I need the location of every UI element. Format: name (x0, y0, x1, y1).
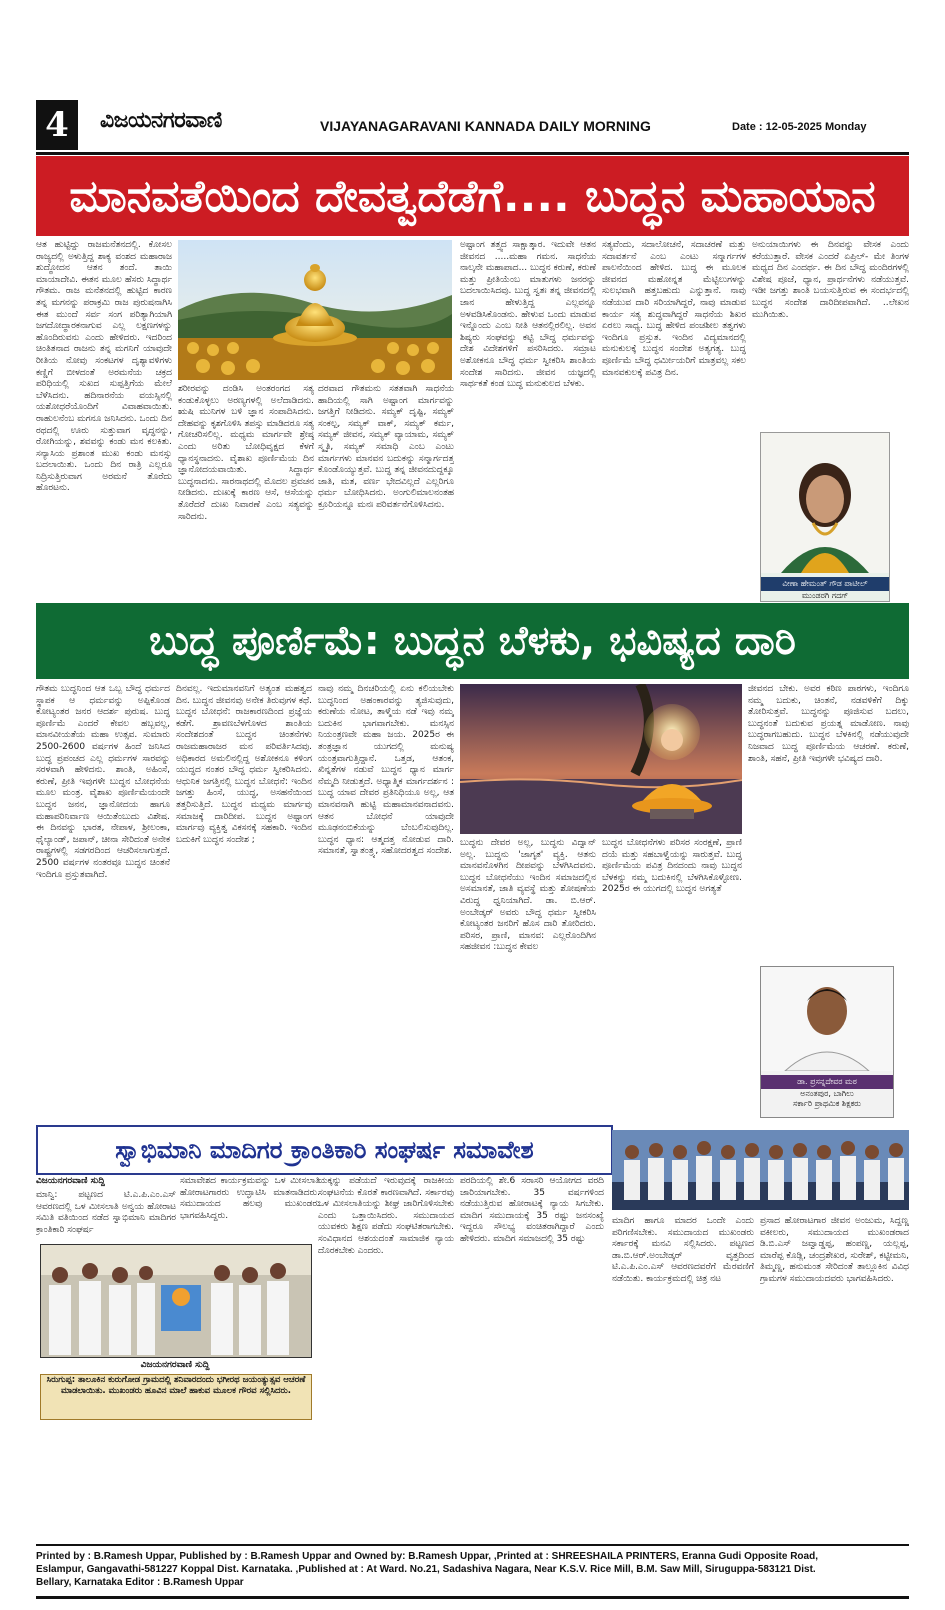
event-group-photo (612, 1130, 909, 1210)
article1-column-6: ಅನುಯಾಯಿಗಳು ಈ ದಿನವನ್ನು ವೇಸಕ ಎಂದು ಕರೆಯುತ್ತಾರೆ. ವೇಸಕ ಎಂದರೆ ಏಪ್ರಿಲ್- ಮೇ ತಿಂಗಳ ಮಧ್ಯದ ದಿನ ಎಂದರ್ಥ. ಈ ದಿನ ಬೌದ್ಧ ಮಂದಿರಗಳಲ್ಲಿ ವಿಶೇಷ ಪೂಜೆ, ಧ್ಯಾನ, ಪ್ರಾರ್ಥನೆಗಳು ನಡೆಯುತ್ತವೆ. ಇಡೀ ಜಗತ್ತು ಶಾಂತಿ ಬಯಸುತ್ತಿರುವ ಈ ಸಂದರ್ಭದಲ್ಲಿ ಬುದ್ಧನ ಸಂದೇಶ ದಾರಿದೀಪವಾಗಿದೆ. ..ಲೇಖನ ಮುಗಿಯಿತು. (752, 240, 909, 320)
article3-column-3: ಯಕ್ಕನ್ನು ಪಡೆಯದೆ ಇರುವುದಕ್ಕೆ ರಾಜಕೀಯ ಸಂಘಟನೆಯ ಕೊರತೆ ಕಾರಣವಾಗಿದೆ. ಸರ್ಕಾರವು ಒಳ ಮೀಸಲಾತಿಯನ್ನು ಶೀಘ್ರ ಜಾರಿಗೊಳಿಸಬೇಕು ಎಂದು ಒತ್ತಾಯಿಸಿದರು. ಸಮುದಾಯದ ಯುವಕರು ಶಿಕ್ಷಣ ಪಡೆದು ಸಂಘಟಿತರಾಗಬೇಕು. ಸಂವಿಧಾನದ ಆಶಯದಂತೆ ಸಾಮಾಜಿಕ ನ್ಯಾಯ ದೊರಕಬೇಕು ಎಂದರು. (318, 1176, 454, 1256)
article1-column-3: ದರವಾದ ಗೌತಮನು ಸತತವಾಗಿ ಸಾಧನೆಯ ಹಾದಿಯಲ್ಲಿ ಸಾಗಿ ಅಷ್ಟಾಂಗ ಮಾರ್ಗವನ್ನು ಜಗತ್ತಿಗೆ ನೀಡಿದನು. ಸಮ್ಯಕ್ ದೃಷ್ಟಿ, ಸಮ್ಯಕ್ ಸಂಕಲ್ಪ, ಸಮ್ಯಕ್ ವಾಕ್, ಸಮ್ಯಕ್ ಕರ್ಮ, ಸಮ್ಯಕ್ ಜೀವನ, ಸಮ್ಯಕ್ ವ್ಯಾಯಾಮ, ಸಮ್ಯಕ್ ಸ್ಮೃತಿ, ಸಮ್ಯಕ್ ಸಮಾಧಿ ಎಂಬ ಎಂಟು ಮಾರ್ಗಗಳು ಮಾನವನ ಬದುಕನ್ನು ಸನ್ಮಾರ್ಗದತ್ತ ಕೊಂಡೊಯ್ಯುತ್ತವೆ. ಬುದ್ಧ ತನ್ನ ಜೀವನದುದ್ದಕ್ಕೂ ಜಾತಿ, ಮತ, ವರ್ಣ ಭೇದವಿಲ್ಲದೆ ಎಲ್ಲರಿಗೂ ಧರ್ಮ ಬೋಧಿಸಿದನು. ಅಂಗುಲಿಮಾಲನಂತಹ ಕ್ರೂರಿಯನ್ನೂ ಮನಃ ಪರಿವರ್ತನೆಗೊಳಿಸಿದನು. (318, 384, 454, 510)
imprint-line-3: Bellary, Karnataka Editor : B.Ramesh Uppar (36, 1577, 244, 1588)
article2-column-5: ಜೀವನದ ಬೇಕು. ಅವರ ಕಠಿಣ ಪಾಠಗಳು, ಇಂದಿಗೂ ನಮ್ಮ ಬದುಕು, ಚಿಂತನೆ, ನಡವಳಿಕೆಗೆ ದಿಕ್ಕು ತೋರಿಸುತ್ತವೆ. ಬುದ್ಧನನ್ನು ಪೂಜಿಸುವ ಬದಲು, ಬುದ್ಧನಂತೆ ಬದುಕುವ ಪ್ರಯತ್ನ ಮಾಡೋಣ. ನಾವು ಬುದ್ಧರಾಗಬಹುದು. ಬುದ್ಧನ ಬೆಳಕಿನಲ್ಲಿ ನಡೆಯುವುದೇ ನಿಜವಾದ ಬುದ್ಧ ಪೂರ್ಣಿಮೆಯ ಆಚರಣೆ. ಕರುಣೆ, ಶಾಂತಿ, ಸಹನೆ, ಪ್ರೀತಿ ಇವುಗಳೇ ಭವಿಷ್ಯದ ದಾರಿ. (748, 684, 909, 764)
article2-column-6: ಬುದ್ಧನ ಬೋಧನೆಗಳು ಪರಿಸರ ಸಂರಕ್ಷಣೆ, ಪ್ರಾಣಿ ದಯೆ ಮತ್ತು ಸಹಬಾಳ್ವೆಯನ್ನು ಸಾರುತ್ತವೆ. ಬುದ್ಧ ಪೂರ್ಣಿಮೆಯ ಪವಿತ್ರ ದಿನದಂದು ನಾವು ಬುದ್ಧನ ಬೆಳಕನ್ನು ನಮ್ಮ ಬದುಕಿನಲ್ಲಿ ಬೆಳಗಿಸಿಕೊಳ್ಳೋಣ. 2025ರ ಈ ಯುಗದಲ್ಲಿ ಬುದ್ಧನ ಅಗತ್ಯತೆ (602, 838, 742, 895)
article3-byline: ವಿಜಯನಗರವಾಣಿ ಸುದ್ದಿ (36, 1176, 105, 1186)
article2-headline: ಬುದ್ಧ ಪೂರ್ಣಿಮೆ: ಬುದ್ಧನ ಬೆಳಕು, ಭವಿಷ್ಯದ ದಾರಿ (36, 603, 909, 679)
photo-caption: ಸಿರುಗುಪ್ಪ: ತಾಲೂಕಿನ ಕುರುಗೋಡ ಗ್ರಾಮದಲ್ಲಿ ಶನಿವಾರದಂದು ಭಗೀರಥ ಜಯಂತ್ಯುತ್ಸವ ಆಚರಣೆ ಮಾಡಲಾಯಿತು. ಮುಖಂಡರು ಹೂವಿನ ಮಾಲೆ ಹಾಕುವ ಮೂಲಕ ಗೌರವ ಸಲ್ಲಿಸಿದರು. (40, 1374, 312, 1420)
author1-photo (760, 432, 890, 602)
garland-ceremony-icon (41, 1245, 311, 1357)
paper-name-kannada: ವಿಜಯನಗರವಾಣಿ (100, 108, 222, 133)
meditating-buddha-icon (460, 684, 742, 834)
page-number: 4 (36, 100, 78, 150)
author1-place: ಮುಂಡರಗಿ ಗದಗ್ (801, 591, 849, 600)
man-portrait-icon (761, 967, 893, 1071)
group-people-icon (612, 1130, 909, 1210)
article3-headline: ಸ್ವಾಭಿಮಾನಿ ಮಾದಿಗರ ಕ್ರಾಂತಿಕಾರಿ ಸಂಘರ್ಷ ಸಮಾವೇಶ (36, 1125, 613, 1175)
article3-column-5: ಮಾದಿಗ ಹಾಗೂ ಮಾದರ ಒಂದೇ ಎಂದು ಪರಿಗಣಿಸಬೇಕು. ಸಮುದಾಯದ ಮುಖಂಡರು ಸರ್ಕಾರಕ್ಕೆ ಮನವಿ ಸಲ್ಲಿಸಿದರು. ಪಟ್ಟಣದ ಡಾ.ಬಿ.ಆರ್.ಅಂಬೇಡ್ಕರ್ ವೃತ್ತದಿಂದ ಟಿ.ಎ.ಪಿ.ಎಂ.ಎಸ್ ಆವರಣದವರೆಗೆ ಮೆರವಣಿಗೆ ನಡೆಯಿತು. ಕಾರ್ಯಕ್ರಮದಲ್ಲಿ ಚಿತ್ರ ನಟ (612, 1216, 754, 1284)
imprint-line-2: Eslampur, Gangavathi-581227 Koppal Dist. Karnataka. ,Published at : At Ward. No.21, Sadashiva Nagara, Near K.S.V. Rice Mill, B.M. Saw Mill, Siruguppa-583121 Dist. (36, 1564, 816, 1575)
article1-column-1: ಆತ ಹುಟ್ಟಿದ್ದು ರಾಜಮನೆತನದಲ್ಲಿ. ಕೋಸಲ ರಾಜ್ಯದಲ್ಲಿ ಅಳುತ್ತಿದ್ದ ಶಾಕ್ಯ ವಂಶದ ಮಹಾರಾಜ ಶುದ್ಧೋದನ ಆತನ ತಂದೆ. ತಾಯಿ ಮಾಯಾದೇವಿ. ಈತನ ಮೂಲ ಹೆಸರು ಸಿದ್ಧಾರ್ಥ ಗೌತಮ. ರಾಜ ಮನೆತನದಲ್ಲಿ ಹುಟ್ಟಿದ ಕಾರಣ ತನ್ನ ಮಗನನ್ನು ಪರಾಕ್ರಮಿ ರಾಜ ಪುರುಷನಾಗಿಸಿ ಈತ ಮುಂದೆ ಸರ್ವ ಸಂಗ ಪರಿತ್ಯಾಗಿಯಾಗಿ ಜಗದೋದ್ಧಾರಕನಾಗುವ ಎಲ್ಲ ಲಕ್ಷಣಗಳನ್ನು ಹೊಂದಿರುವನು ಎಂದು ಹೇಳಿದರು. ಇದರಿಂದ ಚಿಂತಿತನಾದ ರಾಜನು ತನ್ನ ಮಗನಿಗೆ ಯಾವುದೇ ರೀತಿಯ ನೋವು ಸಂಕಟಗಳ ದೃಶ್ಯಾವಳಿಗಳು ಕಣ್ಣಿಗೆ ಬೀಳದಂತೆ ಅರಮನೆಯ ಚಕ್ರದ ಪರಿಧಿಯಲ್ಲಿ ಸುಖದ ಸುಪ್ಪತ್ತಿಗೆಯ ಮೇಲೆ ಬೆಳೆಸಿದನು. ಹದಿನಾರನೆಯ ವಯಸ್ಸಿನಲ್ಲಿ ಯಶೋಧರೆಯೊಂದಿಗೆ ವಿವಾಹವಾಯಿತು. ರಾಹುಲನೆಂಬ ಮಗನೂ ಜನಿಸಿದನು. ಒಂದು ದಿನ ರಥದಲ್ಲಿ ಊರು ಸುತ್ತುವಾಗ ವೃದ್ಧನನ್ನು, ರೋಗಿಯನ್ನು, ಶವವನ್ನು ಕಂಡು ಮನ ಕಲಕಿತು. ಸನ್ಯಾಸಿಯ ಪ್ರಶಾಂತ ಮುಖ ಕಂಡು ಮನಸ್ಸು ಬದಲಾಯಿತು. ಒಂದು ದಿನ ರಾತ್ರಿ ಎಲ್ಲರೂ ನಿದ್ರಿಸುತ್ತಿರುವಾಗ ಅರಮನೆ ತೊರೆದು ಹೊರಟನು. (36, 240, 172, 494)
imprint-footer (36, 1544, 909, 1599)
paper-name-english: VIJAYANAGARAVANI KANNADA DAILY MORNING (320, 118, 651, 134)
imprint-line-1: Printed by : B.Ramesh Uppar, Published by : B.Ramesh Uppar and Owned by: B.Ramesh Uppar, ,Printed at : SHREESHAILA PRINTERS, Eranna Gudi Opposite Road, (36, 1551, 818, 1562)
article3-column-1: ಮಾನ್ವಿ: ಪಟ್ಟಣದ ಟಿ.ಎ.ಪಿ.ಎಂ.ಎಸ್ ಆವರಣದಲ್ಲಿ ಒಳ ಮೀಸಲಾತಿ ಅನ್ವಯ ಹೋರಾಟ ಸಮಿತಿ ವತಿಯಿಂದ ನಡೆದ ಸ್ವಾಭಿಮಾನಿ ಮಾದಿಗರ ಕ್ರಾಂತಿಕಾರಿ ಸಂಘರ್ಷ (36, 1190, 176, 1235)
author1-name: ವೀಣಾ ಹೇಮಂತ್ ಗೌಡ ಪಾಟೀಲ್ (761, 577, 889, 591)
article3-column-4: ಪರದಿಯಲ್ಲಿ ಶೇ.6 ಸರಾಸರಿ ಆಯೋಗದ ವರದಿ ಜಾರಿಯಾಗಬೇಕು. 35 ವರ್ಷಗಳಿಂದ ನಡೆಯುತ್ತಿರುವ ಹೋರಾಟಕ್ಕೆ ನ್ಯಾಯ ಸಿಗಬೇಕು. ಮಾದಿಗ ಸಮುದಾಯಕ್ಕೆ 35 ರಷ್ಟು ಜನಸಂಖ್ಯೆ ಇದ್ದರೂ ಸೌಲಭ್ಯ ವಂಚಿತರಾಗಿದ್ದಾರೆ ಎಂದು ಹೇಳಿದರು. ಮಾದಿಗ ಸಮಾಜದಲ್ಲಿ 35 ರಷ್ಟು (460, 1176, 604, 1244)
photo-label: ವಿಜಯನಗರವಾಣಿ ಸುದ್ದಿ (140, 1360, 210, 1370)
article1-column-5: ಸತ್ಯವೆಂದು, ಸದಾಲೋಚನೆ, ಸದಾಚರಣೆ ಮತ್ತು ಸದಾವರ್ತನೆ ಎಂಬ ಎಂಟು ಸನ್ಮಾರ್ಗಗಳ ಪಾಲನೆಯಿಂದ ಹೇಳಿದ. ಬುದ್ಧ ಈ ಮೂಲಕ ಜೀವನದ ಮಹೋನ್ನತ ಮೆಟ್ಟಿಲುಗಳನ್ನು ಸುಲಭವಾಗಿ ಹತ್ತಬಹುದು ಎನ್ನುತ್ತಾನೆ. ನಾವು ನಡೆಯುವ ದಾರಿ ಸರಿಯಾಗಿದ್ದರೆ, ನಾವು ಮಾಡುವ ಕಾರ್ಯ ಸತ್ಯ ಶುದ್ಧವಾಗಿದ್ದರೆ ಸಾಧನೆಯ ಶಿಖರ ಏರಲು ಸಾಧ್ಯ. ಬುದ್ಧ ಹೇಳಿದ ಪಂಚಶೀಲ ತತ್ವಗಳು ಇಂದಿಗೂ ಪ್ರಸ್ತುತ. ಇಂದಿನ ವಿದ್ಯಮಾನದಲ್ಲಿ ಮನುಕುಲಕ್ಕೆ ಬುದ್ಧನ ಸಂದೇಶ ಅತ್ಯಗತ್ಯ. ಬುದ್ಧ ಪೂರ್ಣಿಮೆ ಬೌದ್ಧ ಧರ್ಮೀಯರಿಗೆ ಮಾತ್ರವಲ್ಲ ಸಕಲ ಮಾನವಕುಲಕ್ಕೆ ಪವಿತ್ರ ದಿನ. (602, 240, 746, 378)
golden-buddha-icon (178, 240, 452, 380)
article2-column-2: ದಿನವಲ್ಲ. ಇದುಮಾನವನಿಗೆ ಅತ್ಯಂತ ಮಹತ್ವದ ದಿನ. ಬುದ್ಧನ ಜೀವನವು ಅನೇಕ ತಿರುವುಗಳ ಕಥೆ. ಬುದ್ಧನ ಬೋಧನೆ: ರಾಜಕಾರಣದಿಂದ ಪ್ರಜ್ಞೆಯ ಕಡೆಗೆ. ಶ್ರಾವಣಬೆಳಗೊಳದ ಶಾಂತಿಯ ಸಂದೇಶದಂತೆ ಬುದ್ಧನ ಚಿಂತನೆಗಳು ರಾಜಮಹಾರಾಜರ ಮನ ಪರಿವರ್ತಿಸಿದವು. ಅಧಿಕಾರದ ಅಮಲಿನಲ್ಲಿದ್ದ ಅಶೋಕನೂ ಕಳಿಂಗ ಯುದ್ಧದ ನಂತರ ಬೌದ್ಧ ಧರ್ಮ ಸ್ವೀಕರಿಸಿದನು. ಆಧುನಿಕ ಜಗತ್ತಿನಲ್ಲಿ ಬುದ್ಧನ ಬೋಧನೆ: ಇಂದಿನ ಜಗತ್ತು ಹಿಂಸೆ, ಯುದ್ಧ, ಅಸಹನೆಯಿಂದ ತತ್ತರಿಸುತ್ತಿದೆ. ಬುದ್ಧನ ಮಧ್ಯಮ ಮಾರ್ಗವು ಸಮಾಜಕ್ಕೆ ದಾರಿದೀಪ. ಬುದ್ಧನ ಅಷ್ಟಾಂಗ ಮಾರ್ಗವು ವ್ಯಕ್ತಿತ್ವ ವಿಕಸನಕ್ಕೆ ಸಹಕಾರಿ. ಇಂದಿನ ಬದುಕಿಗೆ ಬುದ್ಧನ ಸಂದೇಶ ; (176, 684, 312, 845)
article1-column-4: ಅಷ್ಟಾಂಗ ತತ್ತ್ವದ ಸಾಕ್ಷಾತ್ಕಾರ. ಇದುವೇ ಆತನ ಜೀವನದ .....ಮಹಾ ಗಮನ. ಸಾಧನೆಯ ನಾಲ್ಕನೇ ಮಹಾಪಾದ... ಬುದ್ಧನ ಕರುಣೆ, ಕರುಣೆ ಮತ್ತು ಪ್ರೀತಿಯೆಂಬ ಮಾತುಗಳು ಜನರನ್ನು ಬದಲಾಯಿಸಿದವು. ಬುದ್ಧ ಸ್ವತಃ ತನ್ನ ಜೀವನದಲ್ಲಿ ಜಾನ ಹೇಳುತ್ತಿದ್ದ ಎಲ್ಲವನ್ನೂ ಅಳವಡಿಸಿಕೊಂಡನು. ಹೇಳುವ ಒಂದು ಮಾಡುವ ಇನ್ನೊಂದು ಎಂಬ ನೀತಿ ಆತನಲ್ಲಿರಲಿಲ್ಲ. ಅವನ ಶಿಷ್ಯರು ಸಂಘವನ್ನು ಕಟ್ಟಿ ಬೌದ್ಧ ಧರ್ಮವನ್ನು ದೇಶ ವಿದೇಶಗಳಿಗೆ ಪಸರಿಸಿದರು. ಸಮ್ರಾಟ ಅಶೋಕನೂ ಬೌದ್ಧ ಧರ್ಮ ಸ್ವೀಕರಿಸಿ ಶಾಂತಿಯ ಸಂದೇಶ ಸಾರಿದನು. ಜೀವನ ಯಜ್ಞದಲ್ಲಿ ಸಾರ್ಥಕತೆ ಕಂಡ ಬುದ್ಧ ಮನುಕುಲದ ಬೆಳಕು. (460, 240, 596, 390)
article2-column-4: ಬುದ್ಧನು ದೇವರ ಅಲ್ಲ, ಬುದ್ಧನು ವಿದ್ವಾನ್ ಅಲ್ಲ. ಬುದ್ಧನು 'ಜಾಗೃತ' ವ್ಯಕ್ತಿ. ಆತನು ಮಾನವನೊಳಗಿನ ದೀಪವನ್ನು ಬೆಳಗಿಸಿದವನು. ಬುದ್ಧನ ಬೋಧನೆಯು ಇಂದಿನ ಸಮಾಜದಲ್ಲಿನ ಅಸಮಾನತೆ, ಜಾತಿ ವ್ಯವಸ್ಥೆ ಮತ್ತು ಶೋಷಣೆಯ ವಿರುದ್ಧ ಧ್ವನಿಯಾಗಿದೆ. ಡಾ. ಬಿ.ಆರ್. ಅಂಬೇಡ್ಕರ್ ಅವರು ಬೌದ್ಧ ಧರ್ಮ ಸ್ವೀಕರಿಸಿ ಕೋಟ್ಯಂತರ ಜನರಿಗೆ ಹೊಸ ದಾರಿ ತೋರಿದರು. ಪರಿಸರ, ಪ್ರಾಣಿ, ಮಾನವ: ಎಲ್ಲರೊಂದಿಗಿನ ಸಹಜೀವನ :ಬುದ್ಧನ ಕೇವಲ (460, 838, 596, 953)
issue-date: Date : 12-05-2025 Monday (732, 121, 867, 133)
golden-buddha-photo (178, 240, 452, 380)
article3-column-2: ಸಮಾವೇಶದ ಕಾರ್ಯಕ್ರಮವನ್ನು ಒಳ ಮೀಸಲಾತಿ ಹೋರಾಟಗಾರರು ಉದ್ಘಾಟಿಸಿ ಮಾತನಾಡಿದರು. ಸಮುದಾಯದ ಹಲವು ಮುಖಂಡರು ಭಾಗವಹಿಸಿದ್ದರು. (180, 1176, 320, 1221)
author2-name: ಡಾ. ಪ್ರಸನ್ನದೇವರ ಮಠ (761, 1075, 893, 1089)
author2-role: ಸರ್ಕಾರಿ ಪ್ರಾಥಮಿಕ ಶಿಕ್ಷಕರು (793, 1099, 861, 1108)
article1-headline: ಮಾನವತೆಯಿಂದ ದೇವತ್ವದೆಡೆಗೆ.... ಬುದ್ಧನ ಮಹಾಯಾನ (36, 156, 909, 236)
article3-column-6: ಪ್ರಸಾದ ಹೋರಾಟಗಾರ ಜೀವನ ಅಂಜುಮ, ಸಿದ್ದಣ್ಣ ವಕೀಲರು, ಸಮುದಾಯದ ಮುಖಂಡರಾದ ಡಿ.ಬಿ.ಎಸ್ ಜವ್ವಾಡ್ಡಪ್ಪ, ಹಂಪಣ್ಣ, ಯಲ್ಲಪ್ಪ, ಮಾರೆಪ್ಪ ಕೊಡ್ಲಿ, ಚಂದ್ರಶೇಖರ, ಸುರೇಶ್, ಕಟ್ಟೀಮನಿ, ತಿಮ್ಮಣ್ಣ, ಹನುಮಂತ ಸೇರಿದಂತೆ ತಾಲ್ಲೂಕಿನ ವಿವಿಧ ಗ್ರಾಮಗಳ ಸಮುದಾಯದವರು ಭಾಗವಹಿಸಿದರು. (760, 1216, 909, 1284)
woman-portrait-icon (761, 433, 889, 573)
author2-place: ಅನಂತಪುರ, ಬಾಗಿಲು (800, 1089, 854, 1098)
meditating-buddha-photo (460, 684, 742, 834)
article2-column-1: ಗೌತಮ ಬುದ್ಧನಿಂದ ಆತ ಒಬ್ಬ ಬೌದ್ಧ ಧರ್ಮದ ಸ್ಥಾಪಕ ಆ ಧರ್ಮವನ್ನು ಅಪ್ಪಿಕೊಂಡ ಕೋಟ್ಯಂತರ ಜನರ ಆದರ್ಶ ಪುರುಷ. ಬುದ್ಧ ಪೂರ್ಣಿಮೆ ಎಂದರೆ ಕೇವಲ ಹಬ್ಬವಲ್ಲ, ಮಾನವೀಯತೆಯ ಮಹಾ ಉತ್ಸವ. ಸುಮಾರು 2500-2600 ವರ್ಷಗಳ ಹಿಂದೆ ಜನಿಸಿದ ಬುದ್ಧ ಪ್ರಪಂಚದ ಎಲ್ಲ ಧರ್ಮಗಳ ಸಾರವನ್ನು ಸರಳವಾಗಿ ಹೇಳಿದನು. ಶಾಂತಿ, ಅಹಿಂಸೆ, ಕರುಣೆ, ಪ್ರೀತಿ ಇವುಗಳೇ ಬುದ್ಧನ ಬೋಧನೆಯ ಮೂಲ ಮಂತ್ರ. ವೈಶಾಖ ಪೂರ್ಣಿಮೆಯಂದೇ ಬುದ್ಧನ ಜನನ, ಜ್ಞಾನೋದಯ ಹಾಗೂ ಮಹಾಪರಿನಿರ್ವಾಣ ಆಯಿತೆಂಬುದು ವಿಶೇಷ. ಈ ದಿನವನ್ನು ಭಾರತ, ನೇಪಾಳ, ಶ್ರೀಲಂಕಾ, ಥೈಲ್ಯಾಂಡ್, ಜಪಾನ್, ಚೀನಾ ಸೇರಿದಂತೆ ಅನೇಕ ರಾಷ್ಟ್ರಗಳಲ್ಲಿ ಸಡಗರದಿಂದ ಆಚರಿಸಲಾಗುತ್ತದೆ. 2500 ವರ್ಷಗಳ ನಂತರವೂ ಬುದ್ಧನ ಚಿಂತನೆ ಇಂದಿಗೂ ಪ್ರಸ್ತುತವಾಗಿದೆ. (36, 684, 170, 880)
author2-photo (760, 966, 894, 1118)
article2-column-3: ನಾವು ನಮ್ಮ ದಿನಚರಿಯಲ್ಲಿ ಏನು ಕಲಿಯಬೇಕು ಬುದ್ಧನಿಂದ ಅಹಂಕಾರವನ್ನು ತ್ಯಜಿಸುವುದು, ಕರುಣೆಯ ನೋಟ, ತಾಳ್ಮೆಯ ನಡೆ ಇವು ನಮ್ಮ ಬದುಕಿನ ಭಾಗವಾಗಬೇಕು. ಮನಸ್ಸಿನ ನಿಯಂತ್ರಣವೇ ಮಹಾ ಜಯ. 2025ರ ಈ ತಂತ್ರಜ್ಞಾನ ಯುಗದಲ್ಲಿ ಮನುಷ್ಯ ಯಂತ್ರವಾಗುತ್ತಿದ್ದಾನೆ. ಒತ್ತಡ, ಆತಂಕ, ಖಿನ್ನತೆಗಳ ನಡುವೆ ಬುದ್ಧನ ಧ್ಯಾನ ಮಾರ್ಗ ನೆಮ್ಮದಿ ನೀಡುತ್ತದೆ. ಅಧ್ಯಾತ್ಮಿಕ ಮಾರ್ಗದರ್ಶನ : ಬುದ್ಧ ಯಾವ ದೇವರ ಪ್ರತಿನಿಧಿಯೂ ಅಲ್ಲ, ಆತ ಮಾನವನಾಗಿ ಹುಟ್ಟಿ ಮಹಾಮಾನವನಾದವನು. ಆತನ ಬೋಧನೆ ಯಾವುದೇ ಮೂಢನಂಬಿಕೆಯನ್ನು ಬೆಂಬಲಿಸುವುದಿಲ್ಲ. ಬುದ್ಧನ ಧ್ಯಾನ: ಆತ್ಮದತ್ತ ನೋಡುವ ದಾರಿ. ಸಮಾನತೆ, ಸ್ವಾತಂತ್ರ್ಯ, ಸಹೋದರತ್ವದ ಸಂದೇಶ. (318, 684, 454, 857)
article1-column-2: ಶರೀರವನ್ನು ದಂಡಿಸಿ ಅಂತರಂಗದ ಸತ್ಯ ಕಂಡುಕೊಳ್ಳಲು ಅರಣ್ಯಗಳಲ್ಲಿ ಅಲೆದಾಡಿದನು. ಋಷಿ ಮುನಿಗಳ ಬಳಿ ಜ್ಞಾನ ಸಂಪಾದಿಸಿದನು. ದೇಹವನ್ನು ಕೃಶಗೊಳಿಸಿ ತಪಸ್ಸು ಮಾಡಿದರೂ ಸತ್ಯ ಗೋಚರಿಸಲಿಲ್ಲ. ಮಧ್ಯಮ ಮಾರ್ಗವೇ ಶ್ರೇಷ್ಠ ಎಂದು ಅರಿತು ಬೋಧಿವೃಕ್ಷದ ಕೆಳಗೆ ಧ್ಯಾನಸ್ಥನಾದನು. ವೈಶಾಖ ಪೂರ್ಣಿಮೆಯ ದಿನ ಜ್ಞಾನೋದಯವಾಯಿತು. ಸಿದ್ಧಾರ್ಥ ಬುದ್ಧನಾದನು. ಸಾರನಾಥದಲ್ಲಿ ಮೊದಲ ಪ್ರವಚನ ನೀಡಿದನು. ದುಃಖಕ್ಕೆ ಕಾರಣ ಆಸೆ, ಆಸೆಯನ್ನು ತೊರೆದರೆ ದುಃಖ ನಿವಾರಣೆ ಎಂಬ ಸತ್ಯವನ್ನು ಸಾರಿದನು. (178, 384, 314, 522)
bhagiratha-event-photo (40, 1244, 312, 1358)
